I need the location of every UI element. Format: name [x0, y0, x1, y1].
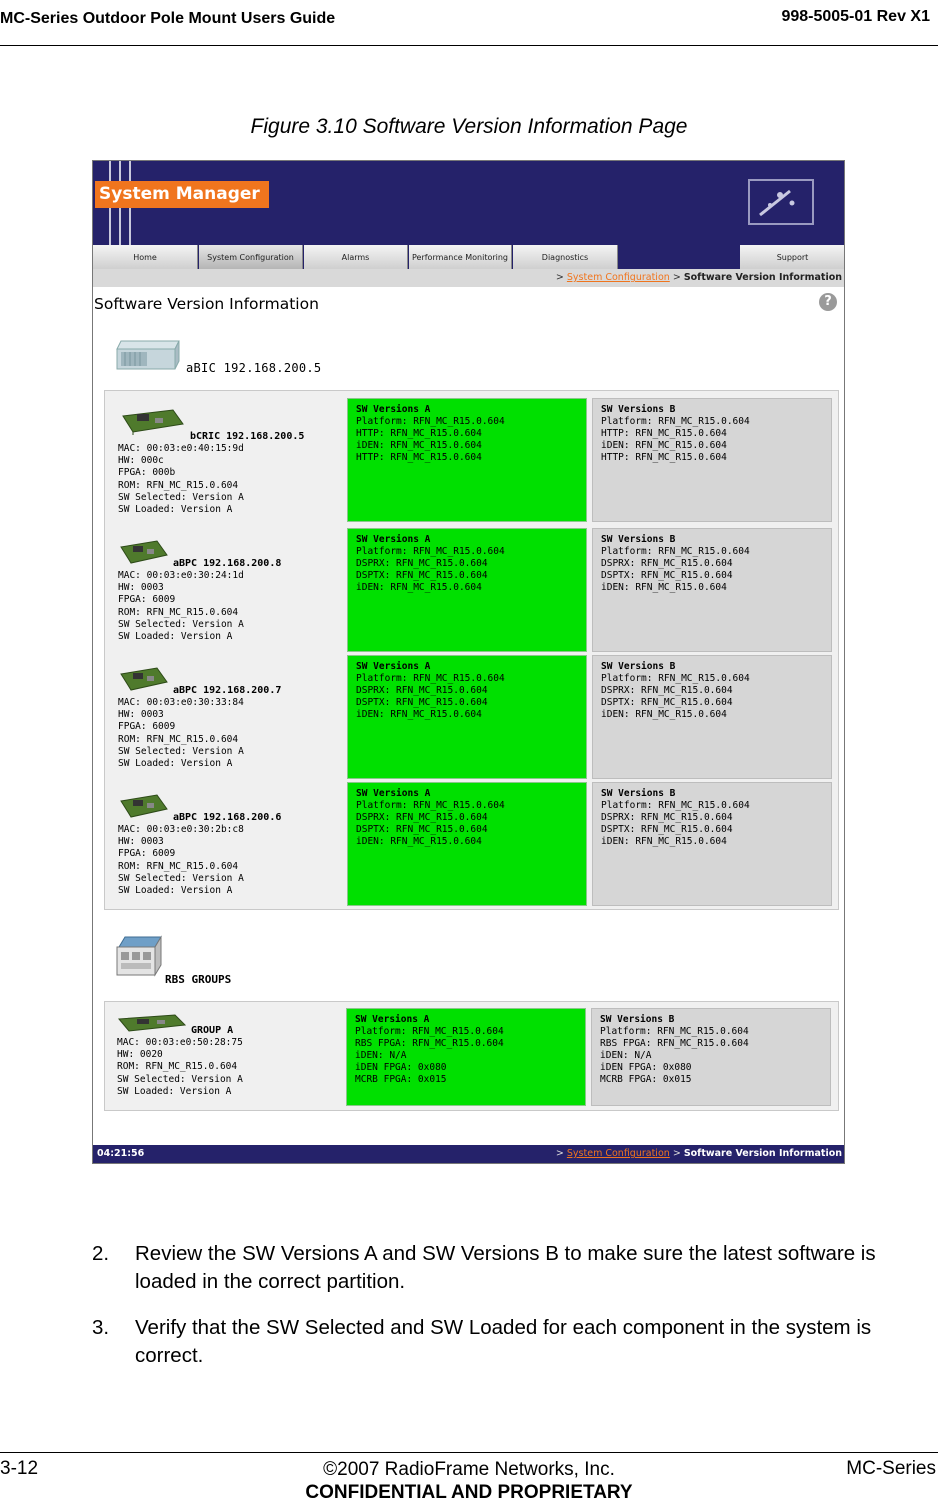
breadcrumb-current: Software Version Information — [683, 1148, 842, 1159]
header-rule — [0, 45, 938, 46]
breadcrumb-current: Software Version Information — [683, 272, 842, 283]
sw-versions-a-box — [347, 398, 587, 522]
board-icon — [117, 791, 169, 826]
module-details: MAC: 00:03:e0:40:15:9d HW: 000c FPGA: 000b ROM: RFN_MC_R15.0.604 SW Selected: Version A SW Loaded: Version A — [118, 443, 244, 516]
sw-versions-a-box — [347, 655, 587, 779]
status-breadcrumb — [556, 1145, 842, 1163]
tab-support[interactable]: Support — [740, 245, 845, 269]
breadcrumb-separator: > — [555, 272, 564, 283]
sw-versions-b-values: Platform: RFN_MC_R15.0.604 HTTP: RFN_MC_R15.0.604 iDEN: RFN_MC_R15.0.604 HTTP: RFN_MC_R15.0.604 — [601, 416, 750, 463]
sw-versions-b-box — [592, 782, 832, 906]
sw-versions-a-values: Platform: RFN_MC_R15.0.604 HTTP: RFN_MC_R15.0.604 iDEN: RFN_MC_R15.0.604 HTTP: RFN_MC_R15.0.604 — [356, 416, 505, 463]
sw-versions-b-title: SW Versions B — [601, 661, 676, 672]
sw-versions-b-title: SW Versions B — [601, 788, 676, 799]
step-item — [92, 1314, 938, 1374]
sw-versions-a-title: SW Versions A — [355, 1014, 430, 1025]
breadcrumb — [93, 269, 845, 287]
document-number: 998-5005-01 Rev X1 — [781, 8, 930, 25]
sw-versions-a-title: SW Versions A — [356, 788, 431, 799]
nav-bar — [93, 245, 845, 269]
sw-versions-a-box — [346, 1008, 586, 1106]
breadcrumb-parent-link[interactable]: System Configuration — [566, 1148, 670, 1159]
sw-versions-b-box — [591, 1008, 831, 1106]
board-icon — [117, 406, 185, 441]
breadcrumb-separator: > — [672, 1148, 681, 1159]
sw-versions-b-title: SW Versions B — [601, 404, 676, 415]
copyright: ©2007 RadioFrame Networks, Inc. — [323, 1459, 615, 1480]
tab-system-configuration[interactable]: System Configuration — [199, 245, 303, 269]
step-number: 3. — [92, 1316, 110, 1339]
tab-home[interactable]: Home — [93, 245, 198, 269]
step-number: 2. — [92, 1242, 110, 1265]
sw-versions-b-values: Platform: RFN_MC_R15.0.604 DSPRX: RFN_MC_R15.0.604 DSPTX: RFN_MC_R15.0.604 iDEN: RFN_MC_R15.0.604 — [601, 546, 750, 593]
group-details: MAC: 00:03:e0:50:28:75 HW: 0020 ROM: RFN_MC_R15.0.604 SW Selected: Version A SW Loaded: Version A — [117, 1037, 243, 1097]
sw-versions-a-box — [347, 528, 587, 652]
footer-center — [0, 1458, 938, 1504]
app-banner — [93, 161, 845, 245]
sw-versions-a-title: SW Versions A — [356, 661, 431, 672]
step-text: Verify that the SW Selected and SW Loaded for each component in the system is correct. — [135, 1316, 872, 1367]
series-name: MC-Series — [846, 1458, 936, 1479]
sw-versions-a-box — [347, 782, 587, 906]
confidential-notice: CONFIDENTIAL AND PROPRIETARY — [305, 1482, 633, 1503]
abic-label: aBIC 192.168.200.5 — [186, 361, 322, 375]
sw-versions-a-values: Platform: RFN_MC_R15.0.604 DSPRX: RFN_MC_R15.0.604 DSPTX: RFN_MC_R15.0.604 iDEN: RFN_MC_R15.0.604 — [356, 546, 505, 593]
board-icon — [117, 664, 169, 699]
figure-caption: Figure 3.10 Software Version Information Page — [250, 115, 688, 138]
module-name: bCRIC 192.168.200.5 — [190, 431, 305, 442]
module-name: aBPC 192.168.200.6 — [173, 812, 282, 823]
sw-versions-a-values: Platform: RFN_MC_R15.0.604 RBS FPGA: RFN_MC_R15.0.604 iDEN: N/A iDEN FPGA: 0x080 MCRB FPGA: 0x015 — [355, 1026, 504, 1085]
sw-versions-b-box — [592, 398, 832, 522]
sw-versions-b-values: Platform: RFN_MC_R15.0.604 DSPRX: RFN_MC_R15.0.604 DSPTX: RFN_MC_R15.0.604 iDEN: RFN_MC_R15.0.604 — [601, 800, 750, 847]
sw-versions-a-title: SW Versions A — [356, 534, 431, 545]
tab-performance-monitoring[interactable]: Performance Monitoring — [409, 245, 512, 269]
status-time: 04:21:56 — [97, 1148, 145, 1159]
sw-versions-a-title: SW Versions A — [356, 404, 431, 415]
step-item — [92, 1240, 938, 1300]
sw-versions-b-values: Platform: RFN_MC_R15.0.604 RBS FPGA: RFN_MC_R15.0.604 iDEN: N/A iDEN FPGA: 0x080 MCRB FPGA: 0x015 — [600, 1026, 749, 1085]
board-icon — [117, 537, 169, 572]
sw-versions-a-values: Platform: RFN_MC_R15.0.604 DSPRX: RFN_MC_R15.0.604 DSPTX: RFN_MC_R15.0.604 iDEN: RFN_MC_R15.0.604 — [356, 800, 505, 847]
step-text: Review the SW Versions A and SW Versions B to make sure the latest software is loaded in the correct partition. — [135, 1242, 876, 1293]
page-title: Software Version Information — [94, 295, 319, 313]
network-logo-icon — [748, 179, 814, 225]
breadcrumb-parent-link[interactable]: System Configuration — [566, 272, 670, 283]
help-icon[interactable]: ? — [819, 293, 837, 311]
module-details: MAC: 00:03:e0:30:2b:c8 HW: 0003 FPGA: 6009 ROM: RFN_MC_R15.0.604 SW Selected: Version A SW Loaded: Version A — [118, 824, 244, 897]
sw-versions-b-box — [592, 528, 832, 652]
app-logo[interactable]: System Manager — [95, 181, 269, 208]
tab-alarms[interactable]: Alarms — [304, 245, 408, 269]
module-name: aBPC 192.168.200.7 — [173, 685, 282, 696]
group-name: GROUP A — [191, 1025, 234, 1036]
module-details: MAC: 00:03:e0:30:33:84 HW: 0003 FPGA: 6009 ROM: RFN_MC_R15.0.604 SW Selected: Version A SW Loaded: Version A — [118, 697, 244, 770]
sw-versions-b-title: SW Versions B — [600, 1014, 675, 1025]
breadcrumb-separator: > — [672, 272, 681, 283]
page-number: 3-12 — [0, 1458, 39, 1479]
sw-versions-b-values: Platform: RFN_MC_R15.0.604 DSPRX: RFN_MC_R15.0.604 DSPTX: RFN_MC_R15.0.604 iDEN: RFN_MC_R15.0.604 — [601, 673, 750, 720]
footer-rule — [0, 1452, 938, 1453]
module-name: aBPC 192.168.200.8 — [173, 558, 282, 569]
status-bar — [93, 1145, 845, 1163]
rbs-unit-icon — [111, 933, 167, 986]
sw-versions-b-box — [592, 655, 832, 779]
screenshot — [92, 160, 845, 1164]
sw-versions-b-title: SW Versions B — [601, 534, 676, 545]
sw-versions-a-values: Platform: RFN_MC_R15.0.604 DSPRX: RFN_MC_R15.0.604 DSPTX: RFN_MC_R15.0.604 iDEN: RFN_MC_R15.0.604 — [356, 673, 505, 720]
breadcrumb-separator: > — [555, 1148, 564, 1159]
board-icon — [115, 1013, 187, 1038]
document-title: MC-Series Outdoor Pole Mount Users Guide — [0, 10, 336, 27]
module-details: MAC: 00:03:e0:30:24:1d HW: 0003 FPGA: 6009 ROM: RFN_MC_R15.0.604 SW Selected: Version A SW Loaded: Version A — [118, 570, 244, 643]
abic-chassis-icon — [113, 337, 183, 376]
tab-diagnostics[interactable]: Diagnostics — [513, 245, 618, 269]
rbs-groups-label: RBS GROUPS — [165, 973, 232, 986]
